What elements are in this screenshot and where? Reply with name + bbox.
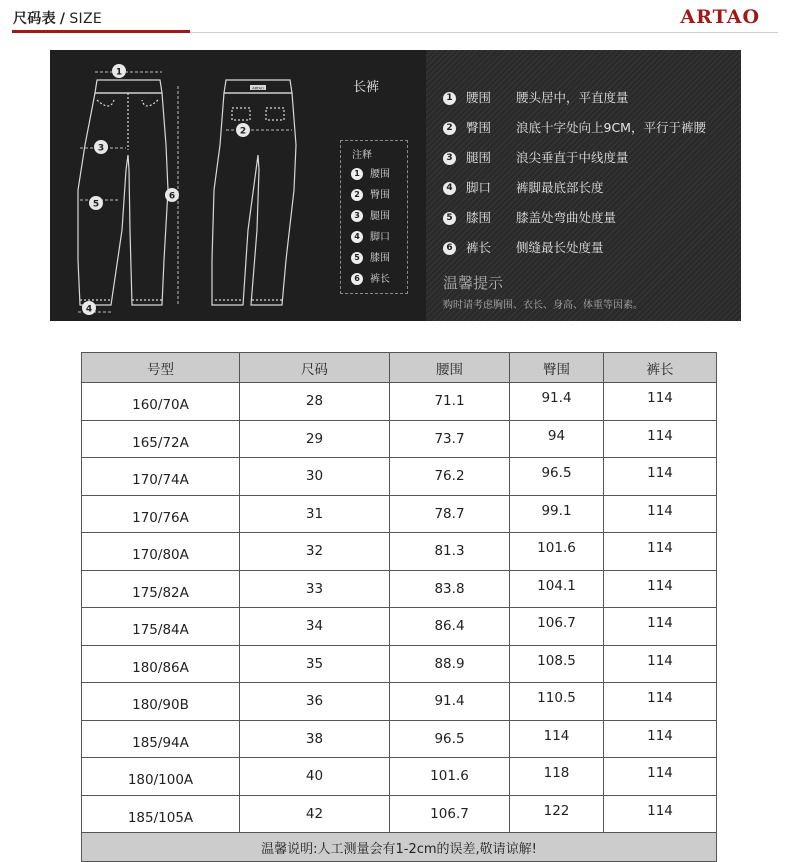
table-cell: 114 [604,645,717,683]
table-cell: 185/105A [82,795,240,833]
table-row [82,795,717,833]
legend-item [351,231,390,245]
table-cell: 81.3 [390,533,510,571]
measurement-name: 腿围 [466,150,492,165]
table-footer-note: 温馨说明:人工测量会有1-2cm的误差,敬请谅解! [82,833,717,862]
table-cell: 106.7 [390,795,510,833]
measurement-name: 臀围 [466,120,492,135]
table-cell: 40 [240,758,390,796]
table-cell: 114 [604,720,717,758]
brand-logo: ARTAO [680,6,760,28]
legend-item [351,168,390,182]
table-cell: 114 [604,420,717,458]
title-cn: 尺码表 [13,11,56,27]
measurement-item [443,209,616,227]
legend-item [351,189,390,203]
table-body [82,383,717,833]
table-cell: 88.9 [390,645,510,683]
table-cell: 31 [240,495,390,533]
table-row [82,420,717,458]
table-row [82,683,717,721]
diagram-panel [50,50,426,321]
table-cell: 170/74A [82,458,240,496]
table-cell: 30 [240,458,390,496]
table-cell: 32 [240,533,390,571]
measurement-item [443,149,629,167]
legend-num: 3 [351,210,363,222]
legend-title: 注释 [352,150,372,161]
table-cell: 170/76A [82,495,240,533]
table-cell: 175/84A [82,608,240,646]
table-cell: 118 [510,758,604,796]
page-title [13,8,102,28]
table-cell: 104.1 [510,570,604,608]
table-cell: 91.4 [510,383,604,421]
marker-6-label: 6 [168,191,176,202]
measurement-num: 3 [443,152,456,165]
table-row [82,383,717,421]
measurement-desc: 侧缝最长处度量 [516,240,604,255]
legend-label: 臀围 [370,190,390,201]
measurement-desc: 浪底十字处向上9CM，平行于裤腰 [516,120,706,135]
table-cell: 73.7 [390,420,510,458]
measurement-name: 脚口 [466,180,492,195]
table-cell: 96.5 [510,458,604,496]
legend-label: 腿围 [370,211,390,222]
table-cell: 86.4 [390,608,510,646]
table-cell: 101.6 [510,533,604,571]
table-row [82,608,717,646]
table-cell: 180/86A [82,645,240,683]
measurement-guide-panel [426,50,741,321]
front-waistband [95,80,162,93]
measurement-num: 5 [443,212,456,225]
table-cell: 42 [240,795,390,833]
size-table [81,352,717,862]
measurement-num: 2 [443,122,456,135]
marker-4-label: 4 [85,304,93,315]
table-cell: 180/100A [82,758,240,796]
table-cell: 94 [510,420,604,458]
table-cell: 175/82A [82,570,240,608]
table-cell: 114 [604,758,717,796]
legend-num: 2 [351,189,363,201]
table-row [82,495,717,533]
table-row [82,645,717,683]
column-header: 腰围 [390,353,510,383]
table-cell: 114 [604,683,717,721]
marker-3-label: 3 [97,143,105,154]
legend-num: 5 [351,252,363,264]
garment-type-label: 长裤 [353,80,380,95]
legend-label: 腰围 [370,169,390,180]
table-cell: 28 [240,383,390,421]
legend-label: 裤长 [370,274,390,285]
table-cell: 29 [240,420,390,458]
legend-item [351,252,390,266]
table-cell: 180/90B [82,683,240,721]
table-cell: 83.8 [390,570,510,608]
table-cell: 96.5 [390,720,510,758]
legend-label: 脚口 [370,232,390,243]
marker-5-label: 5 [92,199,100,210]
table-cell: 106.7 [510,608,604,646]
table-cell: 101.6 [390,758,510,796]
measurement-item [443,239,604,257]
measurement-num: 6 [443,242,456,255]
table-cell: 114 [604,608,717,646]
table-cell: 108.5 [510,645,604,683]
column-header: 裤长 [604,353,717,383]
table-row [82,720,717,758]
marker-2-label: 2 [239,126,247,137]
marker-1-label: 1 [115,67,123,78]
table-cell: 185/94A [82,720,240,758]
table-cell: 78.7 [390,495,510,533]
measurement-item [443,179,604,197]
measurement-item [443,89,629,107]
table-row [82,570,717,608]
measurement-name: 膝围 [466,210,492,225]
column-header: 尺码 [240,353,390,383]
table-cell: 114 [604,383,717,421]
table-cell: 91.4 [390,683,510,721]
table-cell: 114 [604,495,717,533]
title-en: SIZE [69,11,102,27]
measurement-banner [50,50,741,321]
table-cell: 114 [604,570,717,608]
table-row [82,758,717,796]
table-cell: 71.1 [390,383,510,421]
table-cell: 110.5 [510,683,604,721]
table-cell: 114 [604,533,717,571]
table-cell: 99.1 [510,495,604,533]
legend-num: 6 [351,273,363,285]
measurement-name: 腰围 [466,90,492,105]
table-cell: 34 [240,608,390,646]
back-tag-label: ARTAO [252,86,264,91]
table-cell: 114 [604,458,717,496]
measurement-desc: 腰头居中，平直度量 [516,90,629,105]
column-header: 号型 [82,353,240,383]
measurement-desc: 裤脚最底部长度 [516,180,604,195]
table-cell: 35 [240,645,390,683]
header-accent-bar [12,30,190,33]
table-cell: 114 [510,720,604,758]
table-row [82,458,717,496]
title-separator: / [59,11,66,27]
back-pants-outline [212,93,296,305]
measurement-desc: 膝盖处弯曲处度量 [516,210,617,225]
column-header: 臀围 [510,353,604,383]
table-cell: 76.2 [390,458,510,496]
tip-text: 购时请考虑胸围、衣长、身高、体重等因素。 [443,300,643,311]
legend-label: 膝围 [370,253,390,264]
legend-item [351,210,390,224]
table-footer-row [82,833,717,862]
table-row [82,533,717,571]
table-cell: 122 [510,795,604,833]
table-cell: 160/70A [82,383,240,421]
table-cell: 36 [240,683,390,721]
measurement-num: 4 [443,182,456,195]
legend-num: 4 [351,231,363,243]
measurement-item [443,119,706,137]
tip-title: 温馨提示 [443,274,504,292]
table-cell: 38 [240,720,390,758]
table-cell: 165/72A [82,420,240,458]
table-cell: 170/80A [82,533,240,571]
legend-item [351,273,390,287]
legend-box [340,140,408,294]
table-cell: 114 [604,795,717,833]
table-cell: 33 [240,570,390,608]
table-header-row [82,353,717,383]
measurement-name: 裤长 [466,240,492,255]
legend-num: 1 [351,168,363,180]
measurement-num: 1 [443,92,456,105]
measurement-desc: 浪尖垂直于中线度量 [516,150,629,165]
